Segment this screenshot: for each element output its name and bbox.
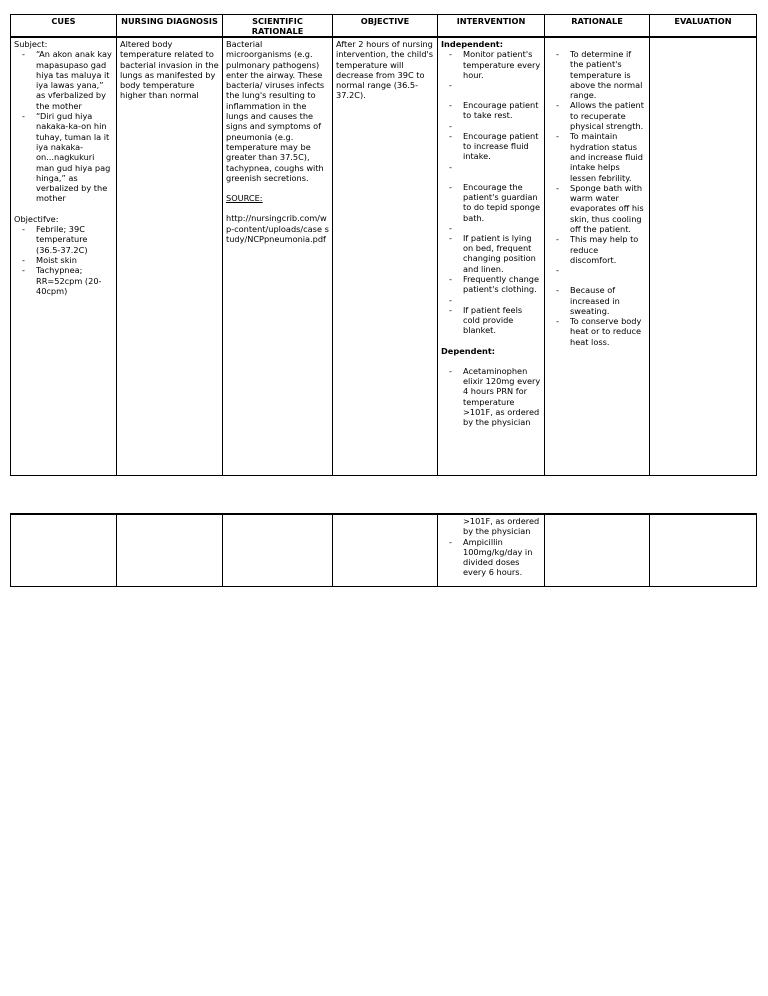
objective-cue-item: - Moist skin [14, 255, 113, 265]
scientific-rationale-text: Bacterial microorganisms (e.g. pulmonary pathogens) enter the airway. These bacteria/ viruses infects the lung's resulting to inflammation in the lungs and causes the signs and symptoms of pneumonia (e.g. temperature may be greater than 37.5C), tachypnea, coughs with greenish secretions. [226, 39, 325, 183]
source-label: SOURCE: [226, 193, 263, 204]
header-nursing-diagnosis: NURSING DIAGNOSIS [117, 15, 223, 38]
intervention-item: - Frequently change patient's clothing. [441, 274, 541, 295]
rationale-item: - This may help to reduce discomfort. [548, 234, 646, 265]
plan-row-continued [11, 514, 757, 586]
header-objective: OBJECTIVE [333, 15, 438, 38]
scientific-rationale-cell [223, 37, 333, 475]
header-scientific-rationale: SCIENTIFIC RATIONALE [223, 15, 333, 38]
objective-cue-item: - Febrile; 39C temperature (36.5-37.2C) [14, 224, 113, 255]
intervention-item: - Encourage the patient's guardian to do tepid sponge bath. [441, 182, 541, 223]
intervention-continued-text: >101F, as ordered by the physician [463, 516, 540, 537]
intervention-item: - Acetaminophen elixir 120mg every 4 hours PRN for temperature >101F, as ordered by the physician [441, 366, 541, 428]
nursing-diagnosis-text: Altered body temperature related to bacterial invasion in the lungs as manifested by body temperature higher than normal [120, 39, 219, 101]
evaluation-cell-cont [650, 514, 757, 586]
rationale-item: - To determine if the patient's temperature is above the normal range. [548, 49, 646, 100]
objective-cell [333, 37, 438, 475]
dependent-label: Dependent: [441, 345, 496, 356]
header-intervention: INTERVENTION [438, 15, 545, 38]
intervention-item: - Encourage patient to take rest. [441, 100, 541, 121]
cues-cell-cont [11, 514, 117, 586]
plan-row [11, 37, 757, 475]
header-row [11, 15, 757, 38]
intervention-item: - Ampicillin 100mg/kg/day in divided doses every 6 hours. [441, 537, 541, 578]
intervention-item: - If patient feels cold provide blanket. [441, 305, 541, 336]
header-evaluation: EVALUATION [650, 15, 757, 38]
nursing-diagnosis-cell-cont [117, 514, 223, 586]
objective-cell-cont [333, 514, 438, 586]
rationale-cell [545, 37, 650, 475]
cues-cell [11, 37, 117, 475]
intervention-item: - Encourage patient to increase fluid intake. [441, 131, 541, 162]
intervention-cell [438, 37, 545, 475]
care-plan-table-page2 [10, 513, 757, 587]
intervention-item: - Monitor patient's temperature every hour. [441, 49, 541, 80]
objective-text: After 2 hours of nursing intervention, the child's temperature will decrease from 39C to normal range (36.5-37.2C). [336, 39, 434, 101]
objective-cues-list [14, 224, 113, 296]
subject-label: Subject: [14, 39, 48, 49]
nursing-diagnosis-cell [117, 37, 223, 475]
care-plan-table-page1 [10, 14, 757, 476]
evaluation-cell [650, 37, 757, 475]
rationale-item: - To conserve body heat or to reduce heat loss. [548, 316, 646, 347]
subject-list [14, 49, 113, 203]
independent-list [441, 49, 541, 335]
objective-cue-item: - Tachypnea; RR=52cpm (20-40cpm) [14, 265, 113, 296]
scientific-rationale-cell-cont [223, 514, 333, 586]
rationale-item: - Sponge bath with warm water evaporates off his skin, thus cooling off the patient. [548, 183, 646, 234]
header-cues: CUES [11, 15, 117, 38]
subject-item: - “An akon anak kay mapasupaso gad hiya tas maluya it iya lawas yana,” as vferbalized by the mother [14, 49, 113, 111]
header-rationale: RATIONALE [545, 15, 650, 38]
rationale-item: - Allows the patient to recuperate physical strength. [548, 100, 646, 131]
dependent-list [441, 366, 541, 428]
intervention-item: - If patient is lying on bed, frequent changing position and linen. [441, 233, 541, 274]
rationale-item: - Because of increased in sweating. [548, 285, 646, 316]
independent-label: Independent: [441, 39, 503, 49]
rationale-list [548, 49, 646, 347]
rationale-cell-cont [545, 514, 650, 586]
subject-item: - “Diri gud hiya nakaka-ka-on hin tuhay, tuman la it iya nakaka-on...nagkukuri man gud hiya pag hinga,” as verbalized by the mother [14, 111, 113, 204]
objective-label: Objectifve: [14, 213, 59, 224]
rationale-item: - To maintain hydration status and increase fluid intake helps lessen febrility. [548, 131, 646, 182]
dependent-list-cont [441, 537, 541, 578]
source-url: http://nursingcrib.com/wp-content/uploads/case study/NCPpneumonia.pdf [226, 213, 329, 245]
intervention-cell-cont [438, 514, 545, 586]
